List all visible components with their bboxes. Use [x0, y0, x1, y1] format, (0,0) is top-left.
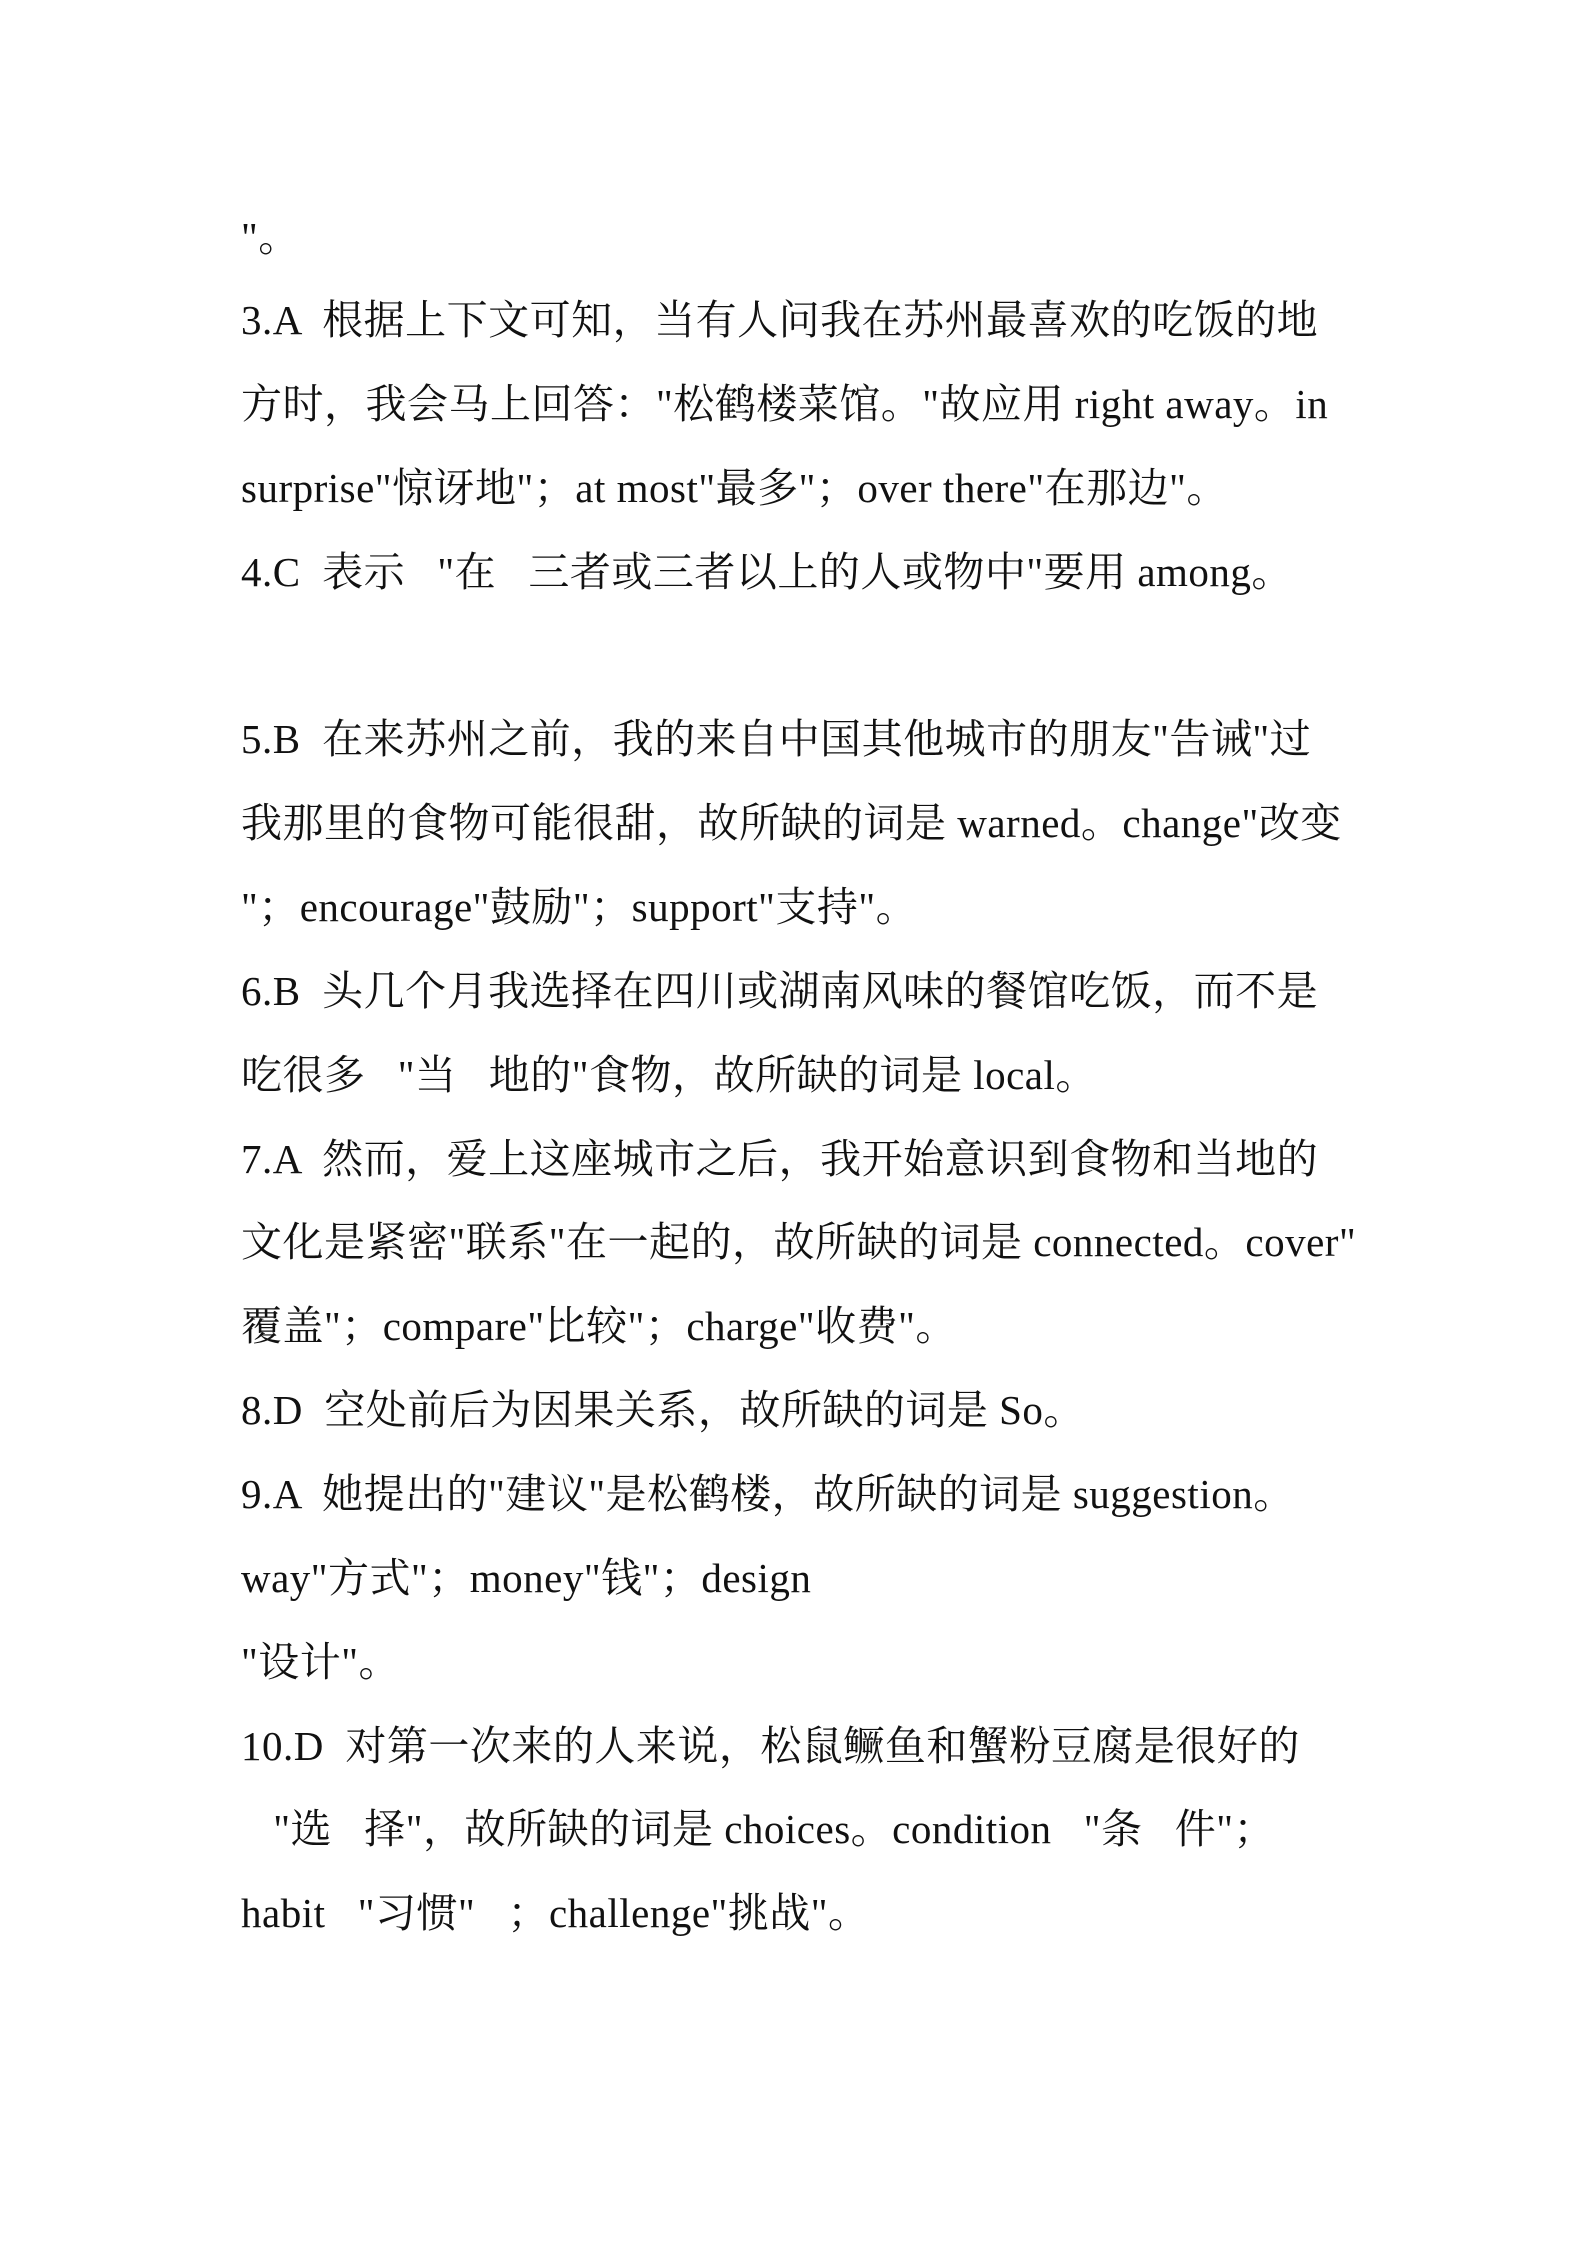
text-line-5: 4.C 表示 "在 三者或三者以上的人或物中"要用 among。: [241, 549, 1293, 595]
text-line-12: 文化是紧密"联系"在一起的，故所缺的词是 connected。cover": [241, 1219, 1357, 1265]
text-line-19: "选 择"，故所缺的词是 choices。condition "条 件"；: [241, 1806, 1276, 1852]
text-line-13: 覆盖"；compare"比较"；charge"收费"。: [241, 1303, 957, 1349]
text-line-7: 我那里的食物可能很甜，故所缺的词是 warned。change"改变: [241, 800, 1342, 846]
text-line-10: 吃很多 "当 地的"食物，故所缺的词是 local。: [241, 1052, 1097, 1098]
text-line-9: 6.B 头几个月我选择在四川或湖南风味的餐馆吃饭，而不是: [241, 968, 1319, 1014]
text-line-8: "；encourage"鼓励"；support"支持"。: [241, 884, 918, 930]
text-line-1: "。: [241, 214, 300, 260]
text-line-16: way"方式"；money"钱"；design: [241, 1555, 812, 1601]
text-line-20: habit "习惯" ；challenge"挑战"。: [241, 1890, 870, 1936]
text-line-18: 10.D 对第一次来的人来说，松鼠鳜鱼和蟹粉豆腐是很好的: [241, 1723, 1300, 1769]
text-line-3: 方时，我会马上回答："松鹤楼菜馆。"故应用 right away。in: [241, 381, 1329, 427]
text-line-4: surprise"惊讶地"；at most"最多"；over there"在那边"。: [241, 465, 1228, 511]
text-line-17: "设计"。: [241, 1639, 400, 1685]
text-line-14: 8.D 空处前后为因果关系，故所缺的词是 So。: [241, 1387, 1085, 1433]
text-line-2: 3.A 根据上下文可知，当有人问我在苏州最喜欢的吃饭的地: [241, 297, 1319, 343]
text-line-6: 5.B 在来苏州之前，我的来自中国其他城市的朋友"告诫"过: [241, 716, 1312, 762]
text-line-11: 7.A 然而，爱上这座城市之后，我开始意识到食物和当地的: [241, 1136, 1319, 1182]
text-line-15: 9.A 她提出的"建议"是松鹤楼，故所缺的词是 suggestion。: [241, 1471, 1295, 1517]
